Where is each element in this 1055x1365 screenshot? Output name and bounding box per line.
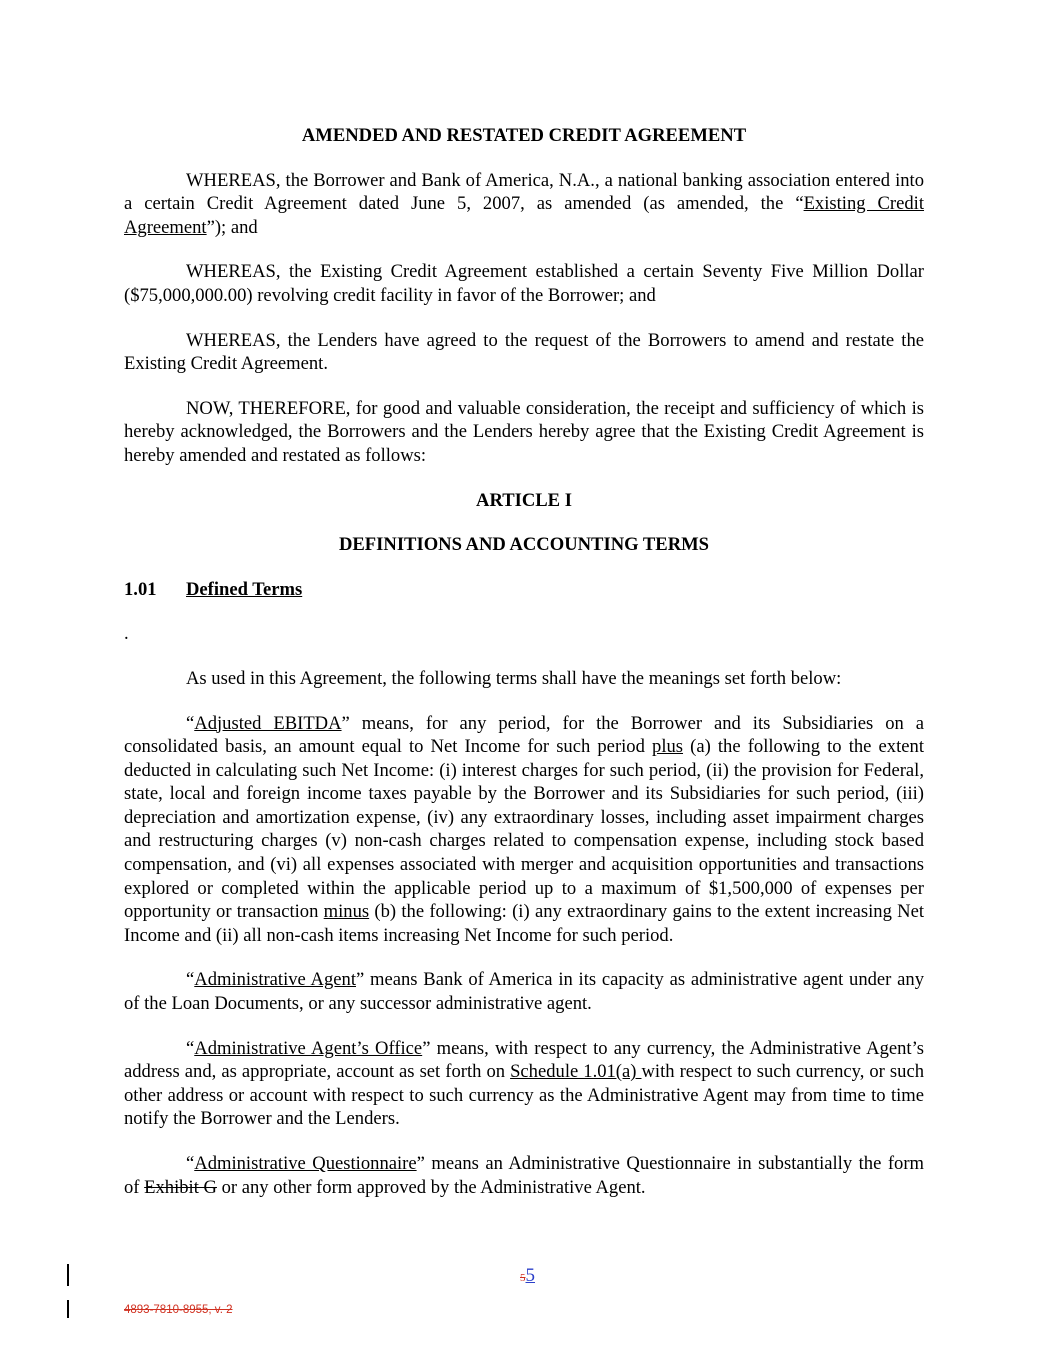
struck-exhibit-reference: Exhibit G [144,1176,217,1198]
page-number-deleted: 5 [520,1272,526,1284]
page-number-inserted: 5 [525,1265,535,1286]
term-administrative-agent: Administrative Agent [194,969,356,991]
stray-period: . [124,623,129,645]
document-id: 4893-7810-8955, v. 2 [124,1304,233,1316]
recital-3: WHEREAS, the Lenders have agreed to the request of the Borrowers to amend and restate the Existing Credit Agreement. [124,329,924,375]
document-title: AMENDED AND RESTATED CREDIT AGREEMENT [301,125,747,146]
page-number [0,1265,1055,1287]
section-heading [124,578,924,602]
recital-2: WHEREAS, the Existing Credit Agreement established a certain Seventy Five Million Dollar ($75,000,000.00) revolving credit facility in favor of the Borrower; and [124,261,924,306]
article-title: DEFINITIONS AND ACCOUNTING TERMS [338,534,710,556]
schedule-reference: Schedule 1.01(a) [510,1061,642,1083]
document-page [124,124,924,1199]
definition-administrative-agents-office: “Administrative Agent’s Office” means, with respect to any currency, the Administrative Agent’s address and, as appropriate, account as set forth on Schedule 1.01(a) with respect to such currency, or such other address or account with respect to such currency as the Administrative Agent may from time to time notify the Borrower and the Lenders. [124,1037,924,1130]
definitions-intro: As used in this Agreement, the following terms shall have the meanings set forth below: [186,667,842,689]
recital-4: NOW, THEREFORE, for good and valuable consideration, the receipt and sufficiency of which is hereby acknowledged, the Borrowers and the Lenders hereby agree that the Existing Credit Agreement is hereby amended and restated as follows: [124,397,924,466]
term-administrative-questionnaire: Administrative Questionnaire [194,1153,417,1174]
change-bar [67,1300,69,1318]
term-existing-credit-agreement: Existing Credit Agreement [124,193,925,238]
section-number: 1.01 [124,578,157,600]
term-plus: plus [652,736,684,758]
term-administrative-agents-office: Administrative Agent’s Office [194,1037,423,1059]
definition-administrative-agent: “Administrative Agent” means Bank of America in its capacity as administrative agent under any of the Loan Documents, or any successor administrative agent. [124,969,924,1015]
definition-administrative-questionnaire: “Administrative Questionnaire” means an Administrative Questionnaire in substantially the form of Exhibit G or any other form approved by the Administrative Agent. [124,1153,924,1198]
recital-1: WHEREAS, the Borrower and Bank of America, N.A., a national banking association entered into a certain Credit Agreement dated June 5, 2007, as amended (as amended, the “Existing Credit Agreement”); and [124,169,925,238]
definition-adjusted-ebitda: “Adjusted EBITDA” means, for any period, for the Borrower and its Subsidiaries on a consolidated basis, an amount equal to Net Income for such period plus (a) the following to the extent deducted in calculating such Net Income: (i) interest charges for such period, (ii) the provision for Federal, state, local and foreign income taxes payable by the Borrower and its Subsidiaries for such period, (iii) depreciation and amortization expense, (iv) any extraordinary losses, including asset impairment charges and restructuring charges (v) non-cash charges related to compensation expense, including stock based compensation, and (vi) all expenses associated with merger and acquisition opportunities and transactions explored or completed within the applicable period up to a maximum of $1,500,000 of expenses per opportunity or transaction minus (b) the following: (i) any extraordinary gains to the extent increasing Net Income and (ii) all non-cash items increasing Net Income for such period. [124,712,925,946]
article-number: ARTICLE I [476,489,572,511]
term-minus: minus [323,901,370,923]
section-title: Defined Terms [186,578,303,600]
term-adjusted-ebitda: Adjusted EBITDA [194,712,342,734]
